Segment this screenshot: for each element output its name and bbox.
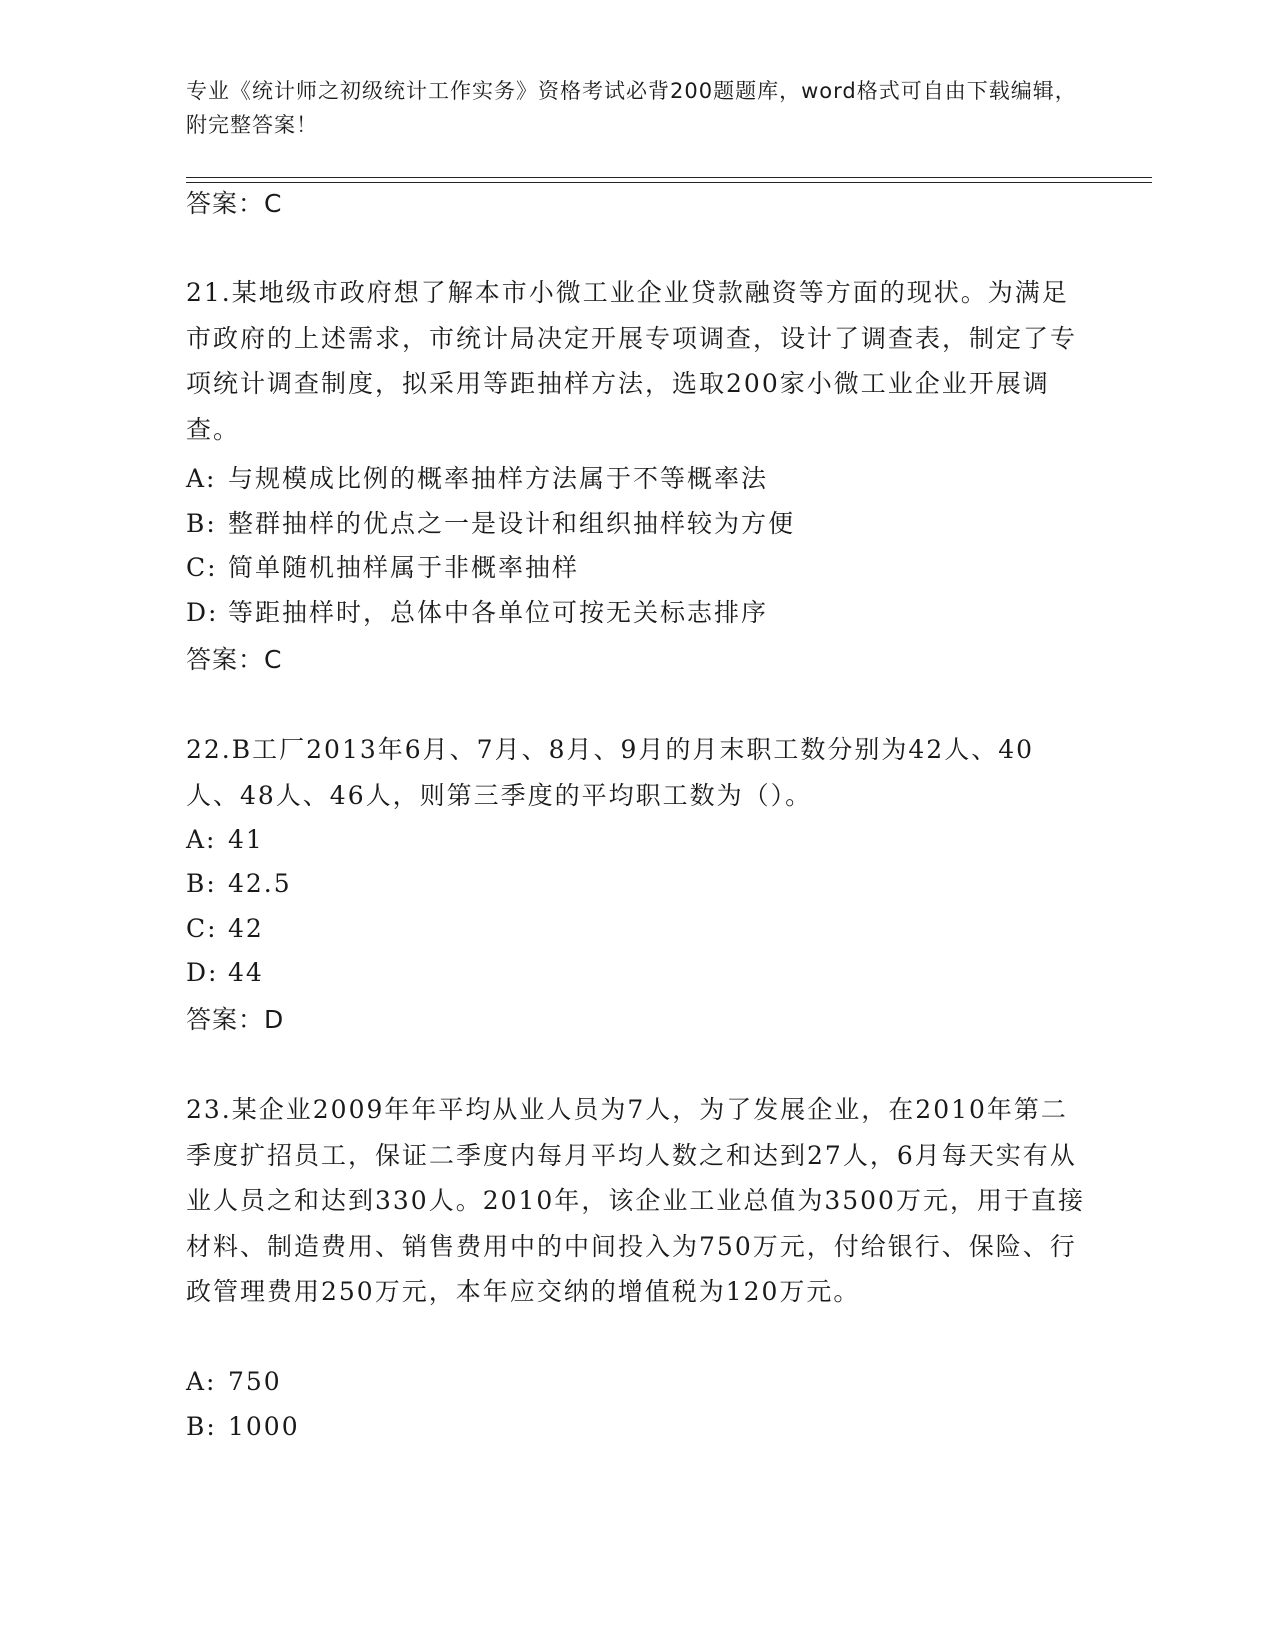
option-letter: B: [186,509,217,538]
question-21-option-c [186,550,579,586]
option-letter: B: [186,1412,217,1441]
question-23-option-a [186,1364,282,1400]
prev-answer: 答案：C [186,189,283,218]
option-letter: B: [186,869,217,898]
option-text: 简单随机抽样属于非概率抽样 [228,553,580,582]
option-letter: D: [186,598,219,627]
option-text: 42 [228,914,264,943]
option-text: 整群抽样的优点之一是设计和组织抽样较为方便 [228,509,796,538]
option-text: 44 [228,958,264,987]
question-21-answer: 答案：C [186,645,283,674]
question-22-option-a [186,822,264,858]
option-text: 与规模成比例的概率抽样方法属于不等概率法 [228,464,769,493]
question-22-option-c [186,911,264,947]
question-21-option-b [186,506,795,542]
question-23-stem: 23.某企业2009年年平均从业人员为7人，为了发展企业，在2010年第二季度扩招员工，保证二季度内每月平均人数之和达到27人，6月每天实有从业人员之和达到330人。2010年，该企业工业总值为3500万元，用于直接材料、制造费用、销售费用中的中间投入为750万元，付给银行、保险、行政管理费用250万元，本年应交纳的增值税为120万元。 [186,1095,1085,1306]
option-text: 1000 [228,1412,300,1441]
option-text: 41 [228,825,264,854]
option-text: 等距抽样时，总体中各单位可按无关标志排序 [228,598,769,627]
option-letter: A: [186,464,217,493]
option-letter: A: [186,825,217,854]
option-letter: A: [186,1367,217,1396]
question-23-option-b [186,1409,300,1445]
option-letter: D: [186,958,219,987]
header-rule-top [186,177,1152,178]
question-22-answer: 答案：D [186,1005,285,1034]
option-letter: C: [186,553,218,582]
option-text: 42.5 [228,869,292,898]
document-header: 专业《统计师之初级统计工作实务》资格考试必背200题题库，word格式可自由下载编辑，附完整答案！ [186,79,1077,137]
question-21-option-d [186,595,768,631]
question-21-stem: 21.某地级市政府想了解本市小微工业企业贷款融资等方面的现状。为满足市政府的上述需求，市统计局决定开展专项调查，设计了调查表，制定了专项统计调查制度，拟采用等距抽样方法，选取200家小微工业企业开展调查。 [186,278,1078,444]
option-letter: C: [186,914,218,943]
question-22-option-b [186,866,292,902]
question-22-stem: 22.B工厂2013年6月、7月、8月、9月的月末职工数分别为42人、40人、48人、46人，则第三季度的平均职工数为（）。 [186,735,1035,810]
question-22-option-d [186,955,264,991]
option-text: 750 [228,1367,282,1396]
question-21-option-a [186,461,768,497]
header-rule-bottom [186,182,1152,183]
